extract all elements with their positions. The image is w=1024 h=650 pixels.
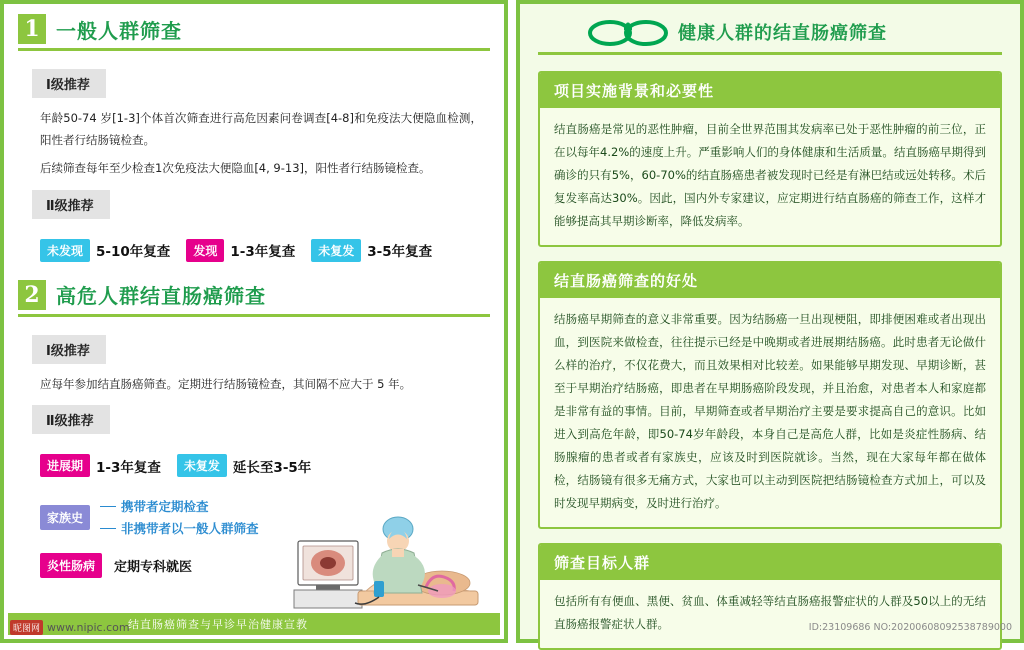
family-history-line-1: 携带者定期检查 (121, 499, 209, 515)
card-title: 项目实施背景和必要性 (540, 73, 1000, 108)
status-badge: 未复发 (311, 239, 361, 262)
section-1-rec1-paragraph-2: 后续筛查每年至少检查1次免疫法大便隐血[4, 9-13]，阳性者行结肠镜检查。 (40, 160, 431, 175)
family-history-line-2: 非携带者以一般人群筛查 (121, 521, 259, 537)
chip-text: 3-5年复查 (367, 244, 433, 261)
id-stamp: ID:23109686 NO:20200608092538789000 (808, 622, 1012, 633)
section-2-title: 高危人群结直肠癌筛查 (56, 284, 266, 309)
card-benefits (538, 261, 1002, 529)
glasses-icon (588, 18, 668, 46)
colonoscopy-illustration (246, 495, 496, 613)
dash-icon (100, 506, 116, 507)
section-1-rec2-label: Ⅱ级推荐 (32, 190, 110, 219)
family-history-lines (100, 493, 259, 541)
status-badge: 发现 (186, 239, 224, 262)
card-body: 结肠癌早期筛查的意义非常重要。因为结肠癌一旦出现梗阻，即排便困难或者出现出血，到医院来做检查，往往提示已经是中晚期或者进展期结肠癌。此时患者无论做什么样的治疗，不仅花费大，而且效果相对比较差。如果能够早期发现、早期诊断，甚至于早期治疗结肠癌，即患者在早期肠癌阶段发现，并且治愈，对患者本人和家庭都是非常有益的事情。目前，早期筛查或者早期治疗主要是要求提高自己的意识。比如进入到高危年龄，即50-74岁年龄段，本身自己是高危人群，比如是炎症性肠病、结肠腺瘤的患者或者有家族史，应该及时到医院就诊。当然，现在大家每年都在做体检，结肠镜有很多无痛方式，大家也可以主动到医院把结肠镜检查方式加上，可以及时发现早期病变，及时进行治疗。 (554, 312, 986, 510)
watermark-logo: 昵图网 (10, 620, 43, 635)
section-2-chip-row (40, 454, 490, 477)
list-item (100, 519, 259, 537)
card-target-population (538, 543, 1002, 650)
left-page (0, 0, 508, 643)
right-page (516, 0, 1024, 643)
card-body: 结直肠癌是常见的恶性肿瘤，目前全世界范围其发病率已处于恶性肿瘤的前三位，正在以每年4.2%的速度上升。严重影响人们的身体健康和生活质量。结直肠癌早期得到确诊的只有5%，60-70%的结直肠癌患者被发现时已经是有淋巴结或远处转移。术后复发率高达30%。因此，国内外专家建议，应定期进行结直肠癌的筛查工作，这样才能够提高其早期诊断率，降低发病率。 (554, 122, 986, 228)
section-1-header (18, 14, 490, 51)
chip-text: 1-3年复查 (96, 459, 161, 476)
card-title: 结直肠癌筛查的好处 (540, 263, 1000, 298)
section-1-title: 一般人群筛查 (56, 18, 182, 43)
watermark-text: www.nipic.com (47, 621, 130, 634)
status-badge: 进展期 (40, 454, 90, 477)
card-body: 包括所有有便血、黑便、贫血、体重减轻等结直肠癌报警症状的人群及50以上的无结直肠癌报警症状人群。 (554, 594, 986, 631)
list-item (100, 497, 259, 515)
section-1-rec1-label: Ⅰ级推荐 (32, 69, 106, 98)
watermark (10, 620, 130, 635)
section-2-rec1-label: Ⅰ级推荐 (32, 335, 106, 364)
chip-text: 1-3年复查 (230, 244, 296, 261)
page-title: 健康人群的结直肠癌筛查 (678, 23, 887, 44)
ibd-text: 定期专科就医 (114, 560, 193, 576)
status-badge: 未发现 (40, 239, 90, 262)
bottom-banner: 结直肠癌筛查与早诊早治健康宣教 (8, 613, 500, 635)
section-1-number: 1 (18, 14, 46, 44)
card-title: 筛查目标人群 (540, 545, 1000, 580)
right-header (538, 18, 1002, 55)
section-1-rec1-paragraph-1: 年龄50-74 岁[1-3]个体首次筛查进行高危因素问卷调查[4-8]和免疫法大便隐血检测，阳性者行结肠镜检查。 (40, 111, 482, 147)
chip-text: 延长至3-5年 (232, 459, 312, 476)
family-history-label: 家族史 (40, 505, 90, 530)
section-2-rec2-label: Ⅱ级推荐 (32, 405, 110, 434)
section-2-rec1-paragraph-1: 应每年参加结直肠癌筛查。定期进行结肠镜检查，其间隔不应大于 5 年。 (40, 376, 412, 391)
section-2-header (18, 280, 490, 317)
chip-text: 5-10年复查 (96, 244, 171, 261)
section-1-chip-row (40, 239, 490, 262)
section-2-number: 2 (18, 280, 46, 310)
status-badge: 未复发 (177, 454, 227, 477)
dash-icon (100, 528, 116, 529)
ibd-label: 炎性肠病 (40, 553, 102, 578)
card-background (538, 71, 1002, 247)
